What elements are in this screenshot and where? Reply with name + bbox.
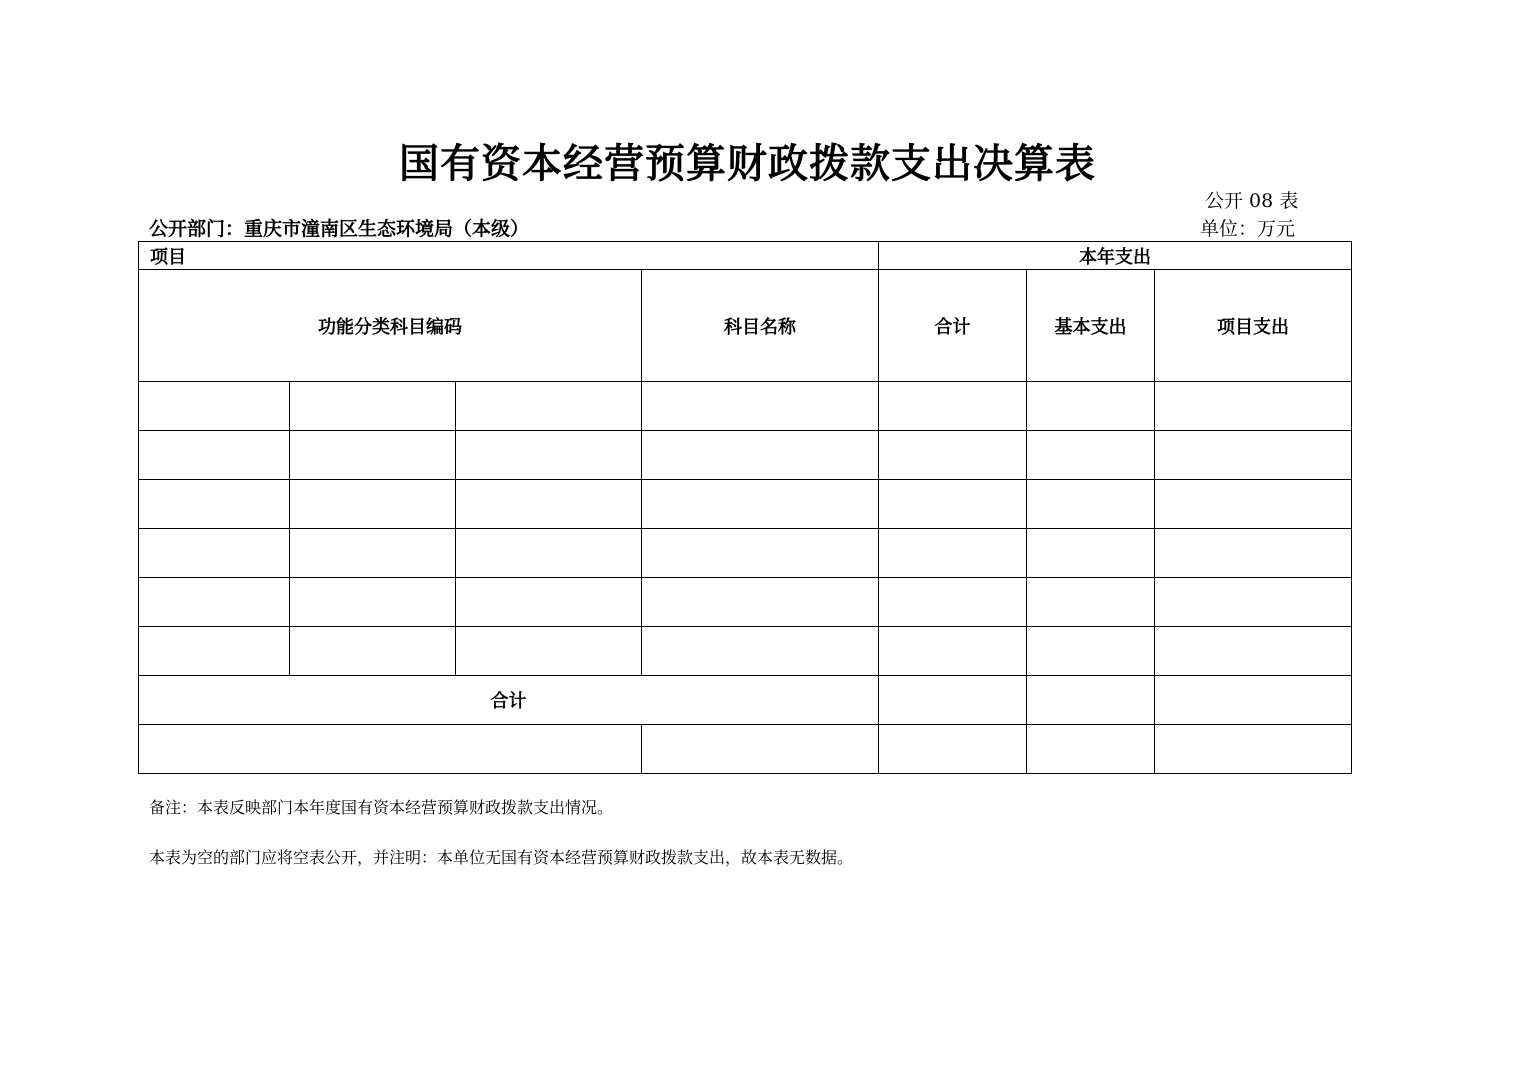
table-cell xyxy=(642,578,879,627)
col-project: 项目支出 xyxy=(1155,270,1352,382)
table-cell xyxy=(879,627,1027,676)
table-cell xyxy=(879,676,1027,725)
table-cell xyxy=(139,382,290,431)
header-item: 项目 xyxy=(139,242,879,270)
table-row xyxy=(139,578,1352,627)
table-cell xyxy=(1155,382,1352,431)
table-cell xyxy=(642,627,879,676)
table-cell xyxy=(1155,480,1352,529)
table-cell xyxy=(642,529,879,578)
table-cell xyxy=(879,480,1027,529)
table-row xyxy=(139,382,1352,431)
table-cell xyxy=(642,431,879,480)
table-cell xyxy=(456,578,642,627)
table-cell xyxy=(1155,529,1352,578)
table-cell xyxy=(642,382,879,431)
table-cell xyxy=(290,431,456,480)
table-cell xyxy=(1155,578,1352,627)
total-row-label: 合计 xyxy=(139,676,879,725)
table-cell xyxy=(139,627,290,676)
table-cell xyxy=(1027,676,1155,725)
table-cell xyxy=(139,431,290,480)
unit-label: 单位：万元 xyxy=(1200,218,1296,240)
table-cell xyxy=(290,627,456,676)
table-cell xyxy=(879,578,1027,627)
col-basic: 基本支出 xyxy=(1027,270,1155,382)
table-row xyxy=(139,480,1352,529)
table-cell xyxy=(1155,431,1352,480)
table-cell xyxy=(1155,725,1352,774)
table-cell xyxy=(290,480,456,529)
table-cell xyxy=(139,480,290,529)
table-cell xyxy=(879,382,1027,431)
table-cell xyxy=(456,627,642,676)
table-row xyxy=(139,431,1352,480)
table-cell xyxy=(1027,382,1155,431)
table-cell xyxy=(139,529,290,578)
note-empty-table: 本表为空的部门应将空表公开，并注明：本单位无国有资本经营预算财政拨款支出，故本表无数据。 xyxy=(149,848,854,867)
header-current-year: 本年支出 xyxy=(879,242,1352,270)
table-cell xyxy=(139,725,642,774)
table-cell xyxy=(1027,431,1155,480)
table-cell xyxy=(1027,529,1155,578)
table-cell xyxy=(1027,725,1155,774)
col-total: 合计 xyxy=(879,270,1027,382)
table-cell xyxy=(456,431,642,480)
table-cell xyxy=(642,725,879,774)
column-header-row xyxy=(139,270,1352,382)
col-func-code: 功能分类科目编码 xyxy=(139,270,642,382)
table-cell xyxy=(139,578,290,627)
table-cell xyxy=(290,578,456,627)
table-cell xyxy=(1027,627,1155,676)
table-cell xyxy=(456,382,642,431)
table-cell xyxy=(456,529,642,578)
table-cell xyxy=(1155,627,1352,676)
table-cell xyxy=(290,382,456,431)
table-row xyxy=(139,627,1352,676)
table-cell xyxy=(1027,578,1155,627)
total-row xyxy=(139,676,1352,725)
page-title: 国有资本经营预算财政拨款支出决算表 xyxy=(399,140,1096,187)
table-row xyxy=(139,725,1352,774)
table-cell xyxy=(879,725,1027,774)
table-cell xyxy=(879,529,1027,578)
col-subject-name: 科目名称 xyxy=(642,270,879,382)
table-cell xyxy=(642,480,879,529)
table-cell xyxy=(1155,676,1352,725)
note-remark: 备注：本表反映部门本年度国有资本经营预算财政拨款支出情况。 xyxy=(149,798,614,817)
budget-table xyxy=(138,241,1352,774)
table-header-row xyxy=(139,242,1352,270)
table-cell xyxy=(879,431,1027,480)
table-cell xyxy=(456,480,642,529)
table-cell xyxy=(290,529,456,578)
form-number: 公开 08 表 xyxy=(1205,190,1299,212)
table-cell xyxy=(1027,480,1155,529)
table-row xyxy=(139,529,1352,578)
department-label: 公开部门：重庆市潼南区生态环境局（本级） xyxy=(149,218,530,240)
